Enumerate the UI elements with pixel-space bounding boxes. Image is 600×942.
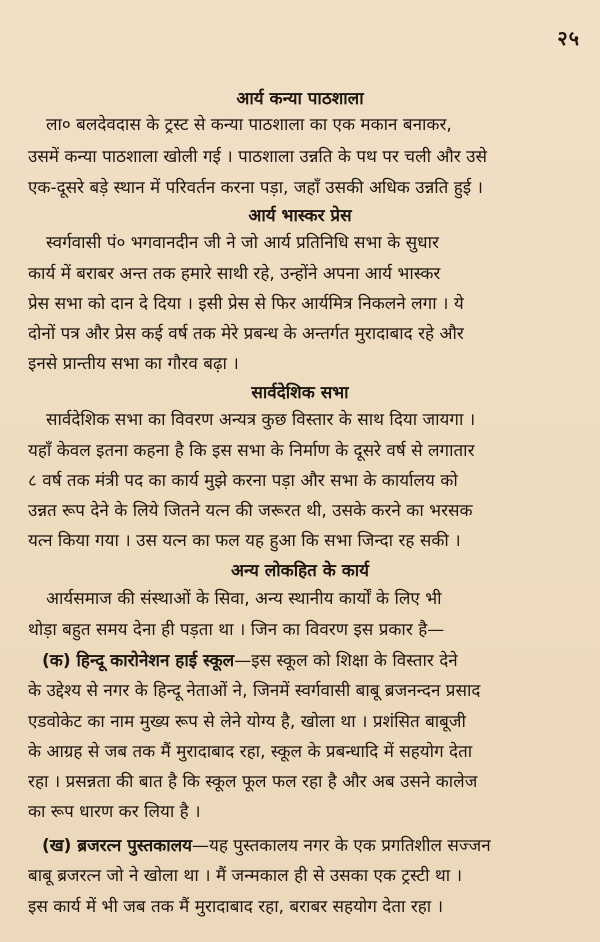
paragraph-line: कार्य में बराबर अन्त तक हमारे साथी रहे, उन्होंने अपना आर्य भास्कर: [28, 264, 441, 284]
paragraph-line: रहा । प्रसन्नता की बात है कि स्कूल फूल फल रहा है और अब उसने कालेज: [28, 772, 478, 792]
paragraph-line: दोनों पत्र और प्रेस कई वर्ष तक मेरे प्रबन्ध के अन्तर्गत मुरादाबाद रहे और: [28, 324, 464, 344]
paragraph-line: के उद्देश्य से नगर के हिन्दू नेताओं ने, जिनमें स्वर्गवासी बाबू ब्रजनन्दन प्रसाद: [28, 681, 481, 701]
paragraph-line: इस कार्य में भी जब तक मैं मुरादाबाद रहा, बराबर सहयोग देता रहा ।: [28, 897, 444, 917]
item-kha-first-line: [28, 835, 574, 857]
item-kha-label: (ख) ब्रजरत्न पुस्तकालय: [42, 836, 193, 856]
paragraph-line: ८ वर्ष तक मंत्री पद का कार्य मुझे करना पड़ा और सभा के कार्यालय को: [28, 471, 458, 491]
heading-arya-kanya-pathshala: आर्य कन्या पाठशाला: [236, 89, 364, 109]
item-ka-label: (क) हिन्दू कारोनेशन हाई स्कूल: [42, 651, 235, 671]
paragraph-line: इनसे प्रान्तीय सभा का गौरव बढ़ा ।: [28, 354, 239, 374]
paragraph-line: सार्वदेशिक सभा का विवरण अन्यत्र कुछ विस्तार के साथ दिया जायगा ।: [46, 410, 476, 430]
heading-sarvadeshik-sabha: सार्वदेशिक सभा: [251, 383, 349, 403]
paragraph-line: यहाँ केवल इतना कहना है कि इस सभा के निर्माण के दूसरे वर्ष से लगातार: [28, 441, 475, 461]
paragraph-line: एडवोकेट का नाम मुख्य रूप से लेने योग्य है, खोला था । प्रशंसित बाबूजी: [28, 712, 466, 732]
heading-arya-bhaskar-press: आर्य भास्कर प्रेस: [248, 206, 352, 226]
paragraph-line: का रूप धारण कर लिया है ।: [28, 802, 201, 822]
paragraph-line: ला० बलदेवदास के ट्रस्ट से कन्या पाठशाला का एक मकान बनाकर,: [46, 115, 452, 135]
paragraph-line: उसमें कन्या पाठशाला खोली गई । पाठशाला उन्नति के पथ पर चली और उसे: [28, 147, 487, 167]
paragraph-line: थोड़ा बहुत समय देना ही पड़ता था । जिन का विवरण इस प्रकार है—: [28, 620, 445, 640]
paragraph-line: उन्नत रूप देने के लिये जितने यत्न की जरूरत थी, उसके करने का भरसक: [28, 501, 473, 521]
item-ka-text: —इस स्कूल को शिक्षा के विस्तार देने: [234, 651, 458, 671]
paragraph-line: प्रेस सभा को दान दे दिया । इसी प्रेस से फिर आर्यमित्र निकलने लगा । ये: [28, 294, 464, 314]
paragraph-line: आर्यसमाज की संस्थाओं के सिवा, अन्य स्थानीय कार्यों के लिए भी: [46, 589, 442, 609]
item-kha-text: —यह पुस्तकालय नगर के एक प्रगतिशील सज्जन: [192, 836, 491, 856]
paragraph-line: के आग्रह से जब तक मैं मुरादाबाद रहा, स्कूल के प्रबन्धादि में सहयोग देता: [28, 742, 473, 762]
paragraph-line: बाबू ब्रजरत्न जो ने खोला था । मैं जन्मकाल ही से उसका एक ट्रस्टी था ।: [28, 866, 463, 886]
paragraph-line: स्वर्गवासी पं० भगवानदीन जी ने जो आर्य प्रतिनिधि सभा के सुधार: [46, 233, 439, 253]
item-ka-first-line: [28, 650, 574, 672]
page-number: २५: [557, 26, 580, 50]
paragraph-line: यत्न किया गया । उस यत्न का फल यह हुआ कि सभा जिन्दा रह सकी ।: [28, 531, 461, 551]
paragraph-line: एक-दूसरे बड़े स्थान में परिवर्तन करना पड़ा, जहाँ उसकी अधिक उन्नति हुई ।: [28, 178, 483, 198]
heading-anya-lokhit-karya: अन्य लोकहित के कार्य: [230, 561, 370, 581]
